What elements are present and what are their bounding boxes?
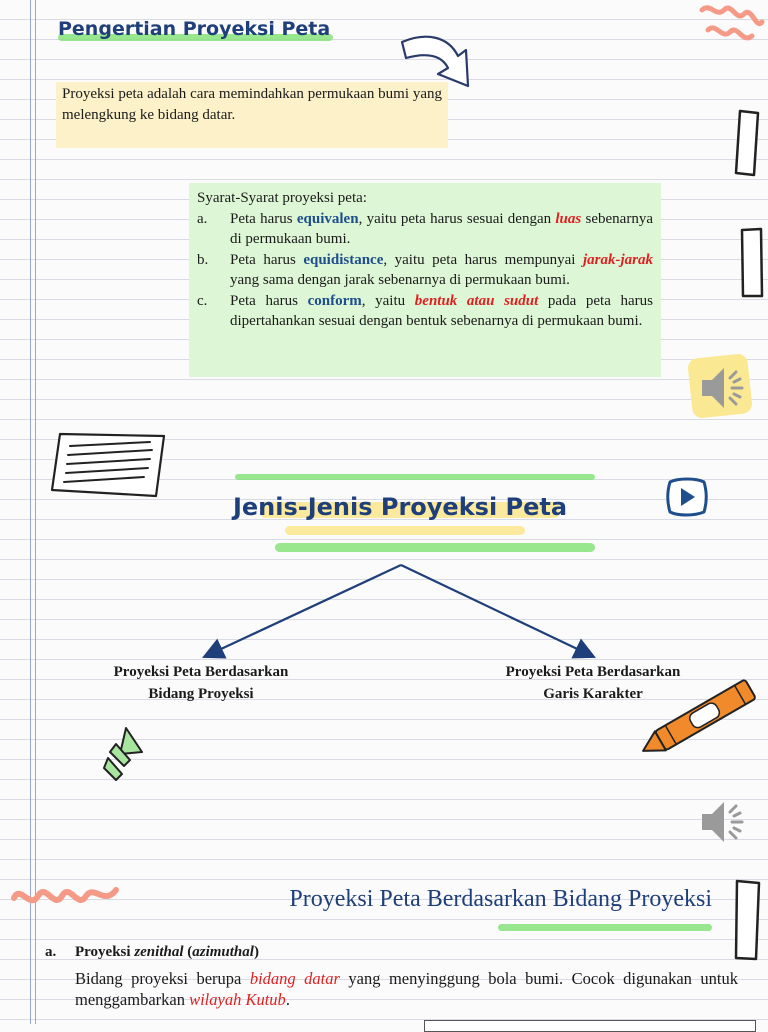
- requirements-intro: Syarat-Syarat proyeksi peta:: [197, 190, 367, 206]
- item-text: Peta harus conform, yaitu bentuk atau sudut pada peta harus dipertahankan sesuai dengan bentuk sebenarnya di permukaan bumi.: [230, 292, 653, 329]
- title-highlight: [498, 924, 712, 931]
- branch-left: [76, 662, 326, 705]
- requirements-box: [189, 183, 661, 377]
- item-letter: b.: [197, 251, 209, 268]
- key-term: conform: [307, 292, 362, 309]
- play-icon[interactable]: [664, 474, 710, 520]
- section-title: Jenis-Jenis Proyeksi Peta: [232, 493, 568, 521]
- item-text: Peta harus equivalen, yaitu peta harus sesuai dengan luas sebenarnya di permukaan bumi.: [230, 210, 653, 247]
- projection-description: Bidang proyeksi berupa bidang datar yang menyinggung bola bumi. Cocok digunakan untuk menggambarkan wilayah Kutub.: [75, 969, 738, 1009]
- emphasis-term: bentuk atau sudut: [414, 292, 539, 309]
- list-item: [197, 250, 653, 291]
- branch-label-line: Proyeksi Peta Berdasarkan: [113, 664, 289, 680]
- speaker-icon[interactable]: [694, 360, 752, 416]
- definition-box: [56, 82, 448, 148]
- item-letter: a.: [197, 210, 208, 227]
- image-frame: [424, 1020, 756, 1032]
- arrow-shapes-icon: [100, 722, 150, 784]
- term-italic: azimuthal: [192, 944, 254, 960]
- key-term: equivalen: [296, 210, 359, 227]
- emphasis-term: wilayah Kutub: [189, 990, 286, 1009]
- speaker-icon[interactable]: [694, 794, 752, 850]
- section-title: Pengertian Proyeksi Peta: [58, 18, 331, 40]
- branch-arrows: [190, 558, 610, 668]
- title-highlight: [285, 526, 525, 535]
- notes-icon: [40, 428, 170, 500]
- paper-strip-icon: [737, 226, 765, 300]
- branch-label-line: Bidang Proyeksi: [148, 685, 254, 702]
- crayon-icon: [630, 672, 766, 764]
- item-letter: a.: [45, 944, 57, 960]
- definition-text: Proyeksi peta adalah cara memindahkan permukaan bumi yang melengkung ke bidang datar.: [62, 86, 442, 123]
- squiggle-icon: [698, 0, 768, 55]
- requirements-list: [197, 209, 653, 332]
- item-letter: c.: [197, 292, 208, 309]
- term-italic: zenithal: [134, 944, 184, 960]
- emphasis-term: luas: [555, 210, 582, 227]
- branch-label-line: Garis Karakter: [543, 685, 643, 702]
- section-title: Proyeksi Peta Berdasarkan Bidang Proyeksi: [289, 886, 712, 912]
- title-highlight: [235, 474, 595, 480]
- key-term: equidistance: [303, 251, 384, 268]
- projection-item-heading: a. Proyeksi zenithal (azimuthal): [45, 944, 259, 960]
- branch-label-line: Proyeksi Peta Berdasarkan: [505, 664, 681, 680]
- emphasis-term: bidang datar: [249, 969, 340, 988]
- list-item: [197, 209, 653, 250]
- paper-strip-icon: [732, 108, 762, 178]
- paper-strip-icon: [732, 878, 764, 962]
- list-item: [197, 291, 653, 332]
- item-text: Peta harus equidistance, yaitu peta harus mempunyai jarak-jarak yang sama dengan jarak sebenarnya di permukaan bumi.: [230, 251, 653, 288]
- emphasis-term: jarak-jarak: [582, 251, 653, 268]
- title-highlight: [275, 543, 595, 552]
